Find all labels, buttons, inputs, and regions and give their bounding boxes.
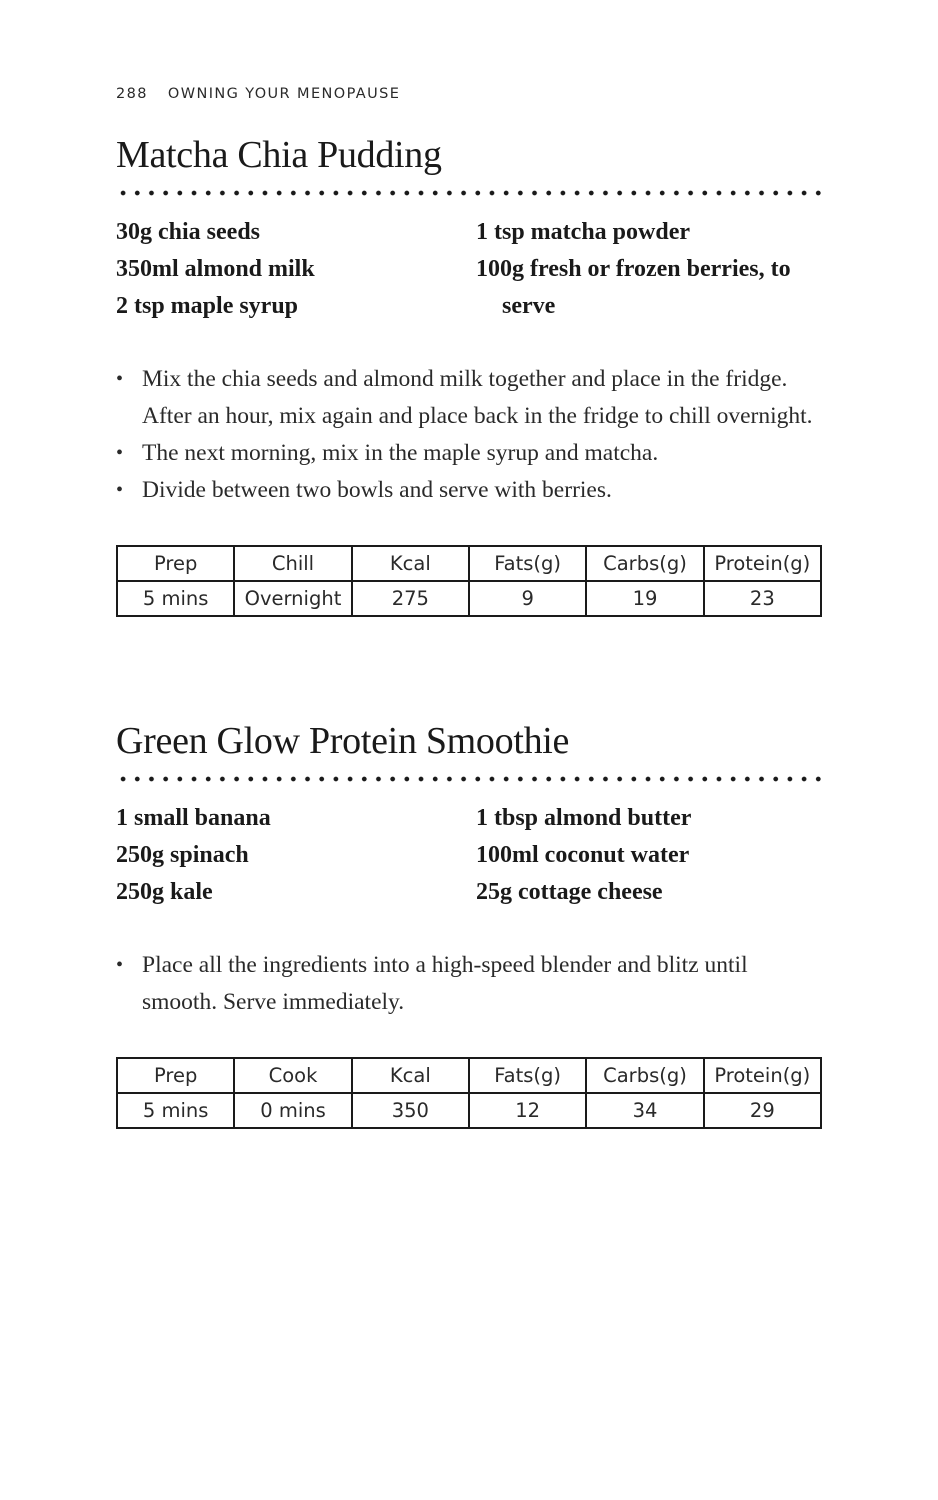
nutrition-header-cell: Kcal (352, 546, 469, 581)
recipe-green-glow-protein-smoothie (116, 718, 822, 1129)
ingredient-item: 2 tsp maple syrup (116, 293, 299, 319)
ingredients-right-column (476, 214, 822, 325)
nutrition-header-cell: Fats(g) (469, 546, 586, 581)
nutrition-value-row (117, 1093, 821, 1128)
nutrition-header-cell: Chill (234, 546, 351, 581)
dotted-divider (116, 190, 822, 196)
nutrition-header-cell: Prep (117, 546, 234, 581)
method-step: • Mix the chia seeds and almond milk together and place in the fridge. After an hour, mix again and place back in the fridge to chill overnight. (116, 361, 822, 435)
nutrition-header-cell: Cook (234, 1058, 351, 1093)
nutrition-header-row (117, 1058, 821, 1093)
ingredients (116, 800, 822, 911)
nutrition-value-cell: Overnight (234, 581, 351, 616)
nutrition-table (116, 1057, 822, 1129)
method-steps (116, 947, 822, 1021)
nutrition-value-row (117, 581, 821, 616)
ingredient-item: 25g cottage cheese (476, 879, 663, 905)
method-step: • Divide between two bowls and serve with berries. (116, 472, 822, 509)
nutrition-header-row (117, 546, 821, 581)
nutrition-header-cell: Protein(g) (704, 1058, 821, 1093)
ingredient-item: 30g chia seeds (116, 219, 260, 245)
nutrition-header-cell: Carbs(g) (586, 1058, 703, 1093)
running-header (116, 86, 400, 102)
ingredient-item: 100g fresh or frozen berries, to serve (476, 256, 791, 319)
nutrition-header-cell: Kcal (352, 1058, 469, 1093)
ingredient-item: 1 tbsp almond butter (476, 805, 692, 831)
book-title: OWNING YOUR MENOPAUSE (167, 86, 401, 102)
page-number: 288 (116, 86, 148, 102)
nutrition-value-cell: 9 (469, 581, 586, 616)
nutrition-header-cell: Protein(g) (704, 546, 821, 581)
dotted-divider (116, 776, 822, 782)
ingredient-item: 1 tsp matcha powder (476, 219, 690, 245)
nutrition-value-cell: 5 mins (117, 581, 234, 616)
method-step: • The next morning, mix in the maple syrup and matcha. (116, 435, 822, 472)
nutrition-value-cell: 19 (586, 581, 703, 616)
ingredient-item: 250g kale (116, 879, 213, 905)
nutrition-value-cell: 5 mins (117, 1093, 234, 1128)
nutrition-value-cell: 29 (704, 1093, 821, 1128)
nutrition-value-cell: 23 (704, 581, 821, 616)
ingredient-item: 100ml coconut water (476, 842, 690, 868)
nutrition-header-cell: Carbs(g) (586, 546, 703, 581)
ingredient-item: 250g spinach (116, 842, 249, 868)
ingredient-item: 1 small banana (116, 805, 271, 831)
nutrition-table (116, 545, 822, 617)
nutrition-header-cell: Prep (117, 1058, 234, 1093)
ingredient-item: 350ml almond milk (116, 256, 315, 282)
nutrition-value-cell: 12 (469, 1093, 586, 1128)
method-steps (116, 361, 822, 509)
nutrition-value-cell: 34 (586, 1093, 703, 1128)
ingredients-left-column (116, 214, 476, 325)
recipe-title: Green Glow Protein Smoothie (116, 720, 570, 762)
nutrition-value-cell: 0 mins (234, 1093, 351, 1128)
nutrition-header-cell: Fats(g) (469, 1058, 586, 1093)
recipe-title: Matcha Chia Pudding (116, 134, 442, 176)
ingredients-right-column (476, 800, 822, 911)
ingredients (116, 214, 822, 325)
method-step: • Place all the ingredients into a high-speed blender and blitz until smooth. Serve immediately. (116, 947, 822, 1021)
recipe-matcha-chia-pudding (116, 132, 822, 617)
nutrition-value-cell: 275 (352, 581, 469, 616)
ingredients-left-column (116, 800, 476, 911)
nutrition-value-cell: 350 (352, 1093, 469, 1128)
